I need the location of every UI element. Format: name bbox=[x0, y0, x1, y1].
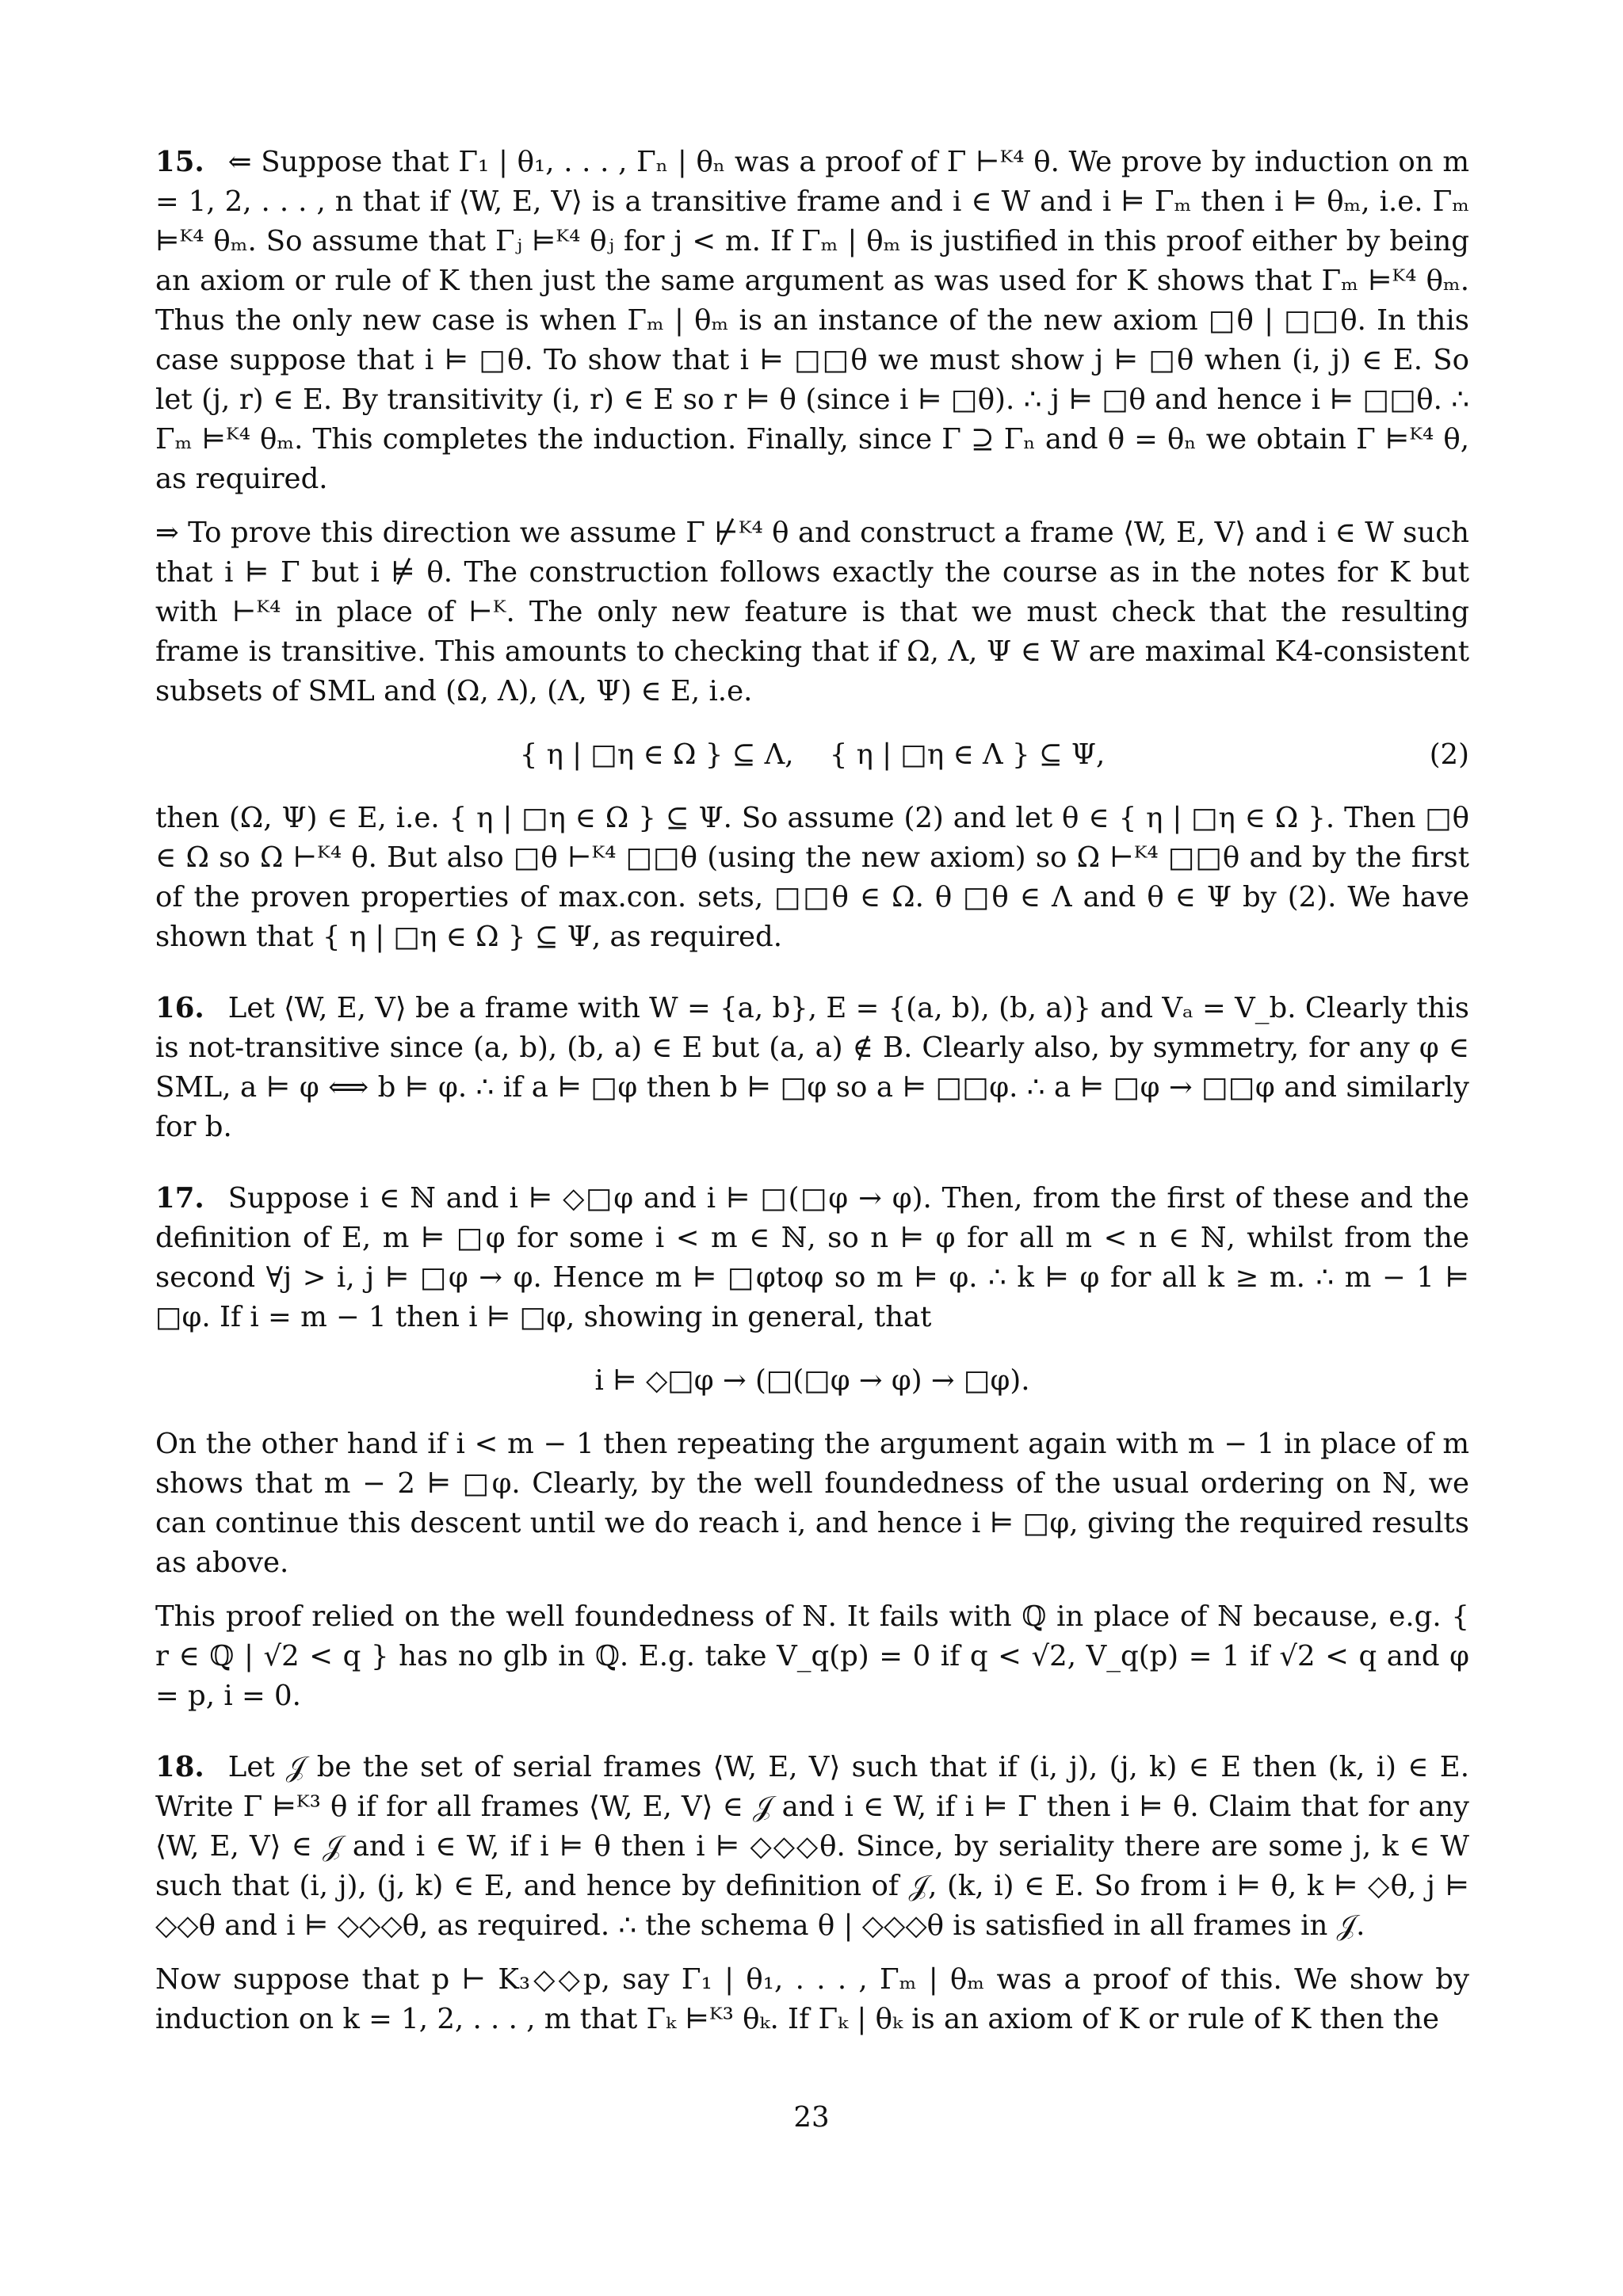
paragraph-text: Let 𝒥 be the set of serial frames ⟨W, E, V⟩ such that if (i, j), (j, k) ∈ E then (k, i) ∈ E. Write Γ ⊨ᴷ³ θ if for all frames ⟨W, E, V⟩ ∈ 𝒥 and i ∈ W, if i ⊨ Γ then i ⊨ θ. Claim that for any ⟨W, E, V⟩ ∈ 𝒥 and i ∈ W, if i ⊨ θ then i ⊨ ◇◇◇θ. Since, by seriality there are some j, k ∈ W such that (i, j), (j, k) ∈ E, and hence by definition of 𝒥, (k, i) ∈ E. So from i ⊨ θ, k ⊨ ◇θ, j ⊨ ◇◇θ and i ⊨ ◇◇◇θ, as required. ∴ the schema θ | ◇◇◇θ is satisfied in all frames in 𝒥. bbox=[155, 1751, 1469, 1942]
paragraph bbox=[155, 1748, 1469, 1946]
section-number: 15. bbox=[155, 146, 204, 178]
equation-number: (2) bbox=[1429, 738, 1469, 771]
paragraph bbox=[155, 989, 1469, 1147]
page-number: 23 bbox=[793, 2101, 830, 2134]
paragraph-text: Let ⟨W, E, V⟩ be a frame with W = {a, b}, E = {(a, b), (b, a)} and Vₐ = V_b. Clearly this is not-transitive since (a, b), (b, a) ∈ E but (a, a) ∉ B. Clearly also, by symmetry, for any φ ∈ SML, a ⊨ φ ⟺ b ⊨ φ. ∴ if a ⊨ □φ then b ⊨ □φ so a ⊨ □□φ. ∴ a ⊨ □φ → □□φ and similarly for b. bbox=[155, 992, 1469, 1143]
paragraph: then (Ω, Ψ) ∈ E, i.e. { η | □η ∈ Ω } ⊆ Ψ. So assume (2) and let θ ∈ { η | □η ∈ Ω }. Then □θ ∈ Ω so Ω ⊢ᴷ⁴ θ. But also □θ ⊢ᴷ⁴ □□θ (using the new axiom) so Ω ⊢ᴷ⁴ □□θ and by the first of the proven properties of max.con. sets, □□θ ∈ Ω. θ □θ ∈ Λ and θ ∈ Ψ by (2). We have shown that { η | □η ∈ Ω } ⊆ Ψ, as required. bbox=[155, 802, 1469, 953]
section-15 bbox=[155, 143, 1469, 957]
equation-body: i ⊨ ◇□φ → (□(□φ → φ) → □φ). bbox=[594, 1364, 1030, 1397]
section-17 bbox=[155, 1179, 1469, 1716]
paragraph bbox=[155, 1179, 1469, 1337]
paragraph bbox=[155, 143, 1469, 499]
section-number: 17. bbox=[155, 1182, 204, 1215]
section-18 bbox=[155, 1748, 1469, 2039]
paragraph: This proof relied on the well foundedness of ℕ. It fails with ℚ in place of ℕ because, e.g. { r ∈ ℚ | √2 < q } has no glb in ℚ. E.g. take V_q(p) = 0 if q < √2, V_q(p) = 1 if √2 < q and φ = p, i = 0. bbox=[155, 1600, 1469, 1712]
section-number: 16. bbox=[155, 992, 204, 1024]
paragraph-text: ⇐ Suppose that Γ₁ | θ₁, . . . , Γₙ | θₙ was a proof of Γ ⊢ᴷ⁴ θ. We prove by induction on m = 1, 2, . . . , n that if ⟨W, E, V⟩ is a transitive frame and i ∈ W and i ⊨ Γₘ then i ⊨ θₘ, i.e. Γₘ ⊨ᴷ⁴ θₘ. So assume that Γⱼ ⊨ᴷ⁴ θⱼ for j < m. If Γₘ | θₘ is justified in this proof either by being an axiom or rule of K then just the same argument as was used for K shows that Γₘ ⊨ᴷ⁴ θₘ. Thus the only new case is when Γₘ | θₘ is an instance of the new axiom □θ | □□θ. In this case suppose that i ⊨ □θ. To show that i ⊨ □□θ we must show j ⊨ □θ when (i, j) ∈ E. So let (j, r) ∈ E. By transitivity (i, r) ∈ E so r ⊨ θ (since i ⊨ □θ). ∴ j ⊨ □θ and hence i ⊨ □□θ. ∴ Γₘ ⊨ᴷ⁴ θₘ. This completes the induction. Finally, since Γ ⊇ Γₙ and θ = θₙ we obtain Γ ⊨ᴷ⁴ θ, as required. bbox=[155, 146, 1469, 495]
paragraph: Now suppose that p ⊢ K₃◇◇p, say Γ₁ | θ₁, . . . , Γₘ | θₘ was a proof of this. We show by induction on k = 1, 2, . . . , m that Γₖ ⊨ᴷ³ θₖ. If Γₖ | θₖ is an axiom of K or rule of K then the bbox=[155, 1963, 1469, 2035]
display-equation bbox=[155, 1361, 1469, 1401]
paragraph: On the other hand if i < m − 1 then repeating the argument again with m − 1 in place of m shows that m − 2 ⊨ □φ. Clearly, by the well foundedness of the usual ordering on ℕ, we can continue this descent until we do reach i, and hence i ⊨ □φ, giving the required results as above. bbox=[155, 1428, 1469, 1579]
section-number: 18. bbox=[155, 1751, 204, 1783]
equation-body: { η | □η ∈ Ω } ⊆ Λ, { η | □η ∈ Λ } ⊆ Ψ, bbox=[519, 738, 1106, 771]
section-16 bbox=[155, 989, 1469, 1147]
paragraph-text: Suppose i ∈ ℕ and i ⊨ ◇□φ and i ⊨ □(□φ → φ). Then, from the first of these and the definition of E, m ⊨ □φ for some i < m ∈ ℕ, so n ⊨ φ for all m < n ∈ ℕ, whilst from the second ∀j > i, j ⊨ □φ → φ. Hence m ⊨ □φtoφ so m ⊨ φ. ∴ k ⊨ φ for all k ≥ m. ∴ m − 1 ⊨ □φ. If i = m − 1 then i ⊨ □φ, showing in general, that bbox=[155, 1182, 1469, 1333]
display-equation bbox=[155, 735, 1469, 775]
document-page bbox=[155, 143, 1469, 2054]
paragraph: ⇒ To prove this direction we assume Γ ⊬ᴷ⁴ θ and construct a frame ⟨W, E, V⟩ and i ∈ W such that i ⊨ Γ but i ⊭ θ. The construction follows exactly the course as in the notes for K but with ⊢ᴷ⁴ in place of ⊢ᴷ. The only new feature is that we must check that the resulting frame is transitive. This amounts to checking that if Ω, Λ, Ψ ∈ W are maximal K4-consistent subsets of SML and (Ω, Λ), (Λ, Ψ) ∈ E, i.e. bbox=[155, 517, 1469, 707]
